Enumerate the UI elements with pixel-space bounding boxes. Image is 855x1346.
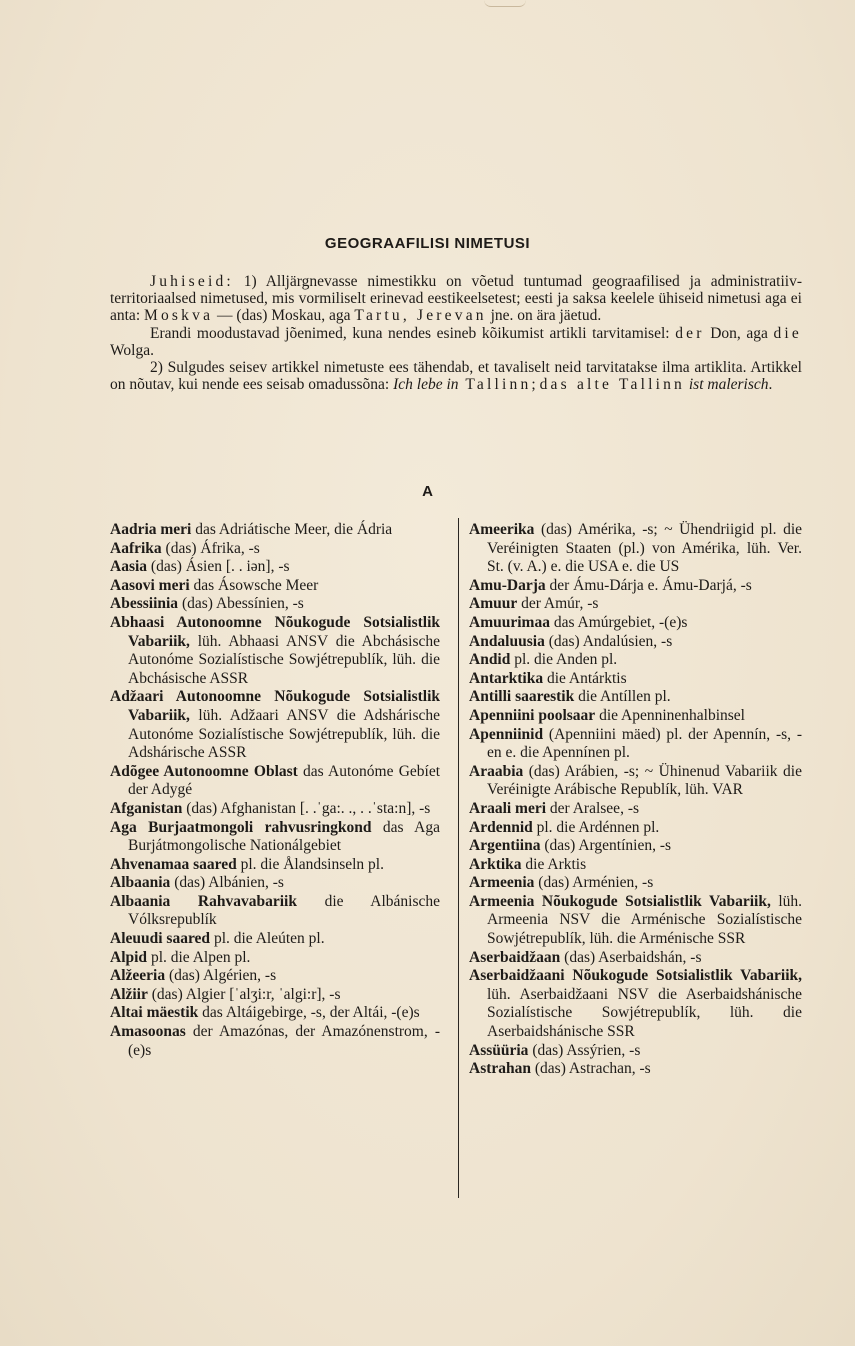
instructions-block (110, 273, 802, 393)
entry-headword: Ahvenamaa saared (110, 855, 237, 873)
dictionary-entry (469, 670, 802, 689)
entry-definition: (das) Amérika, -s; ~ Ühendriigid pl. die Veréinigten Staaten (pl.) von Amérika, lüh. Ver. St. (v. A.) e. die USA e. die US (487, 521, 802, 576)
entry-headword: Andaluusia (469, 632, 545, 650)
entry-headword: Alžiir (110, 985, 148, 1003)
entry-headword: Abhaasi Autonoomne Nõukogude Sotsialistlik Vabariik, (110, 613, 440, 650)
entry-definition: (das) Astrachan, -s (531, 1060, 651, 1078)
entry-headword: Amuurimaa (469, 613, 550, 631)
entry-definition: (das) Algérien, -s (165, 967, 277, 985)
entries-column-right (469, 521, 802, 1079)
entry-definition: lüh. Abhaasi ANSV die Abchásische Autonóme Sozialístische Sowjétrepublík, lüh. die Abchásische ASSR (128, 632, 440, 687)
dictionary-entry (469, 595, 802, 614)
entry-definition: pl. die Ålandsinseln pl. (236, 855, 384, 873)
entry-headword: Aserbaidžaani Nõukogude Sotsialistlik Vabariik, (469, 967, 802, 985)
entry-headword: Armeenia Nõukogude Sotsialistlik Vabariik, (469, 892, 771, 910)
entry-headword: Aasovi meri (110, 576, 190, 594)
entry-definition: (das) Albánien, -s (170, 874, 284, 892)
page-title: GEOGRAAFILISI NIMETUSI (324, 235, 531, 252)
entry-headword: Amasoonas (110, 1023, 186, 1041)
dictionary-entry (110, 949, 440, 968)
entry-headword: Assüüria (469, 1041, 529, 1059)
entry-definition: lüh. Adžaari ANSV die Adshárische Autonóme Sozialístische Sowjétrepublík, lüh. die Adshárische ASSR (128, 706, 440, 762)
dictionary-entry (469, 967, 802, 1041)
dictionary-entry (469, 874, 802, 893)
dictionary-entry (110, 688, 440, 762)
entry-headword: Amuur (469, 595, 518, 613)
dictionary-entry (110, 1023, 440, 1060)
dictionary-entry (469, 837, 802, 856)
entry-definition: (das) Ásien [. . iən], -s (147, 558, 290, 576)
entry-definition: (das) Arménien, -s (534, 874, 654, 892)
entry-definition: die Arktis (521, 855, 587, 873)
dictionary-entry (469, 651, 802, 670)
entry-definition: die Albánische Vólksrepublík (128, 892, 440, 929)
dictionary-entry (110, 540, 440, 559)
entry-headword: Antarktika (469, 669, 544, 687)
entry-definition: pl. die Anden pl. (510, 651, 618, 669)
entry-headword: Aleuudi saared (110, 930, 211, 948)
instructions-paragraph-1: Juhiseid: 1) Alljärgnevasse nimestikku on võetud tuntumad geograafilised ja administratiiv-territoriaalsed nimetused, mis vormiliselt erinevad eestikeelsetest; eesti ja saksa keelele ühiseid nimetusi aga ei anta: Moskva — (das) Moskau, aga Tartu, Jerevan jne. on ära jäetud. (110, 273, 802, 325)
entries-column-left (110, 521, 440, 1060)
dictionary-entry (110, 819, 440, 856)
instructions-paragraph-2: Erandi moodustavad jõenimed, kuna nendes esineb kõikumist artikli tarvitamisel: der Don, aga die Wolga. (110, 324, 803, 359)
entry-definition: die Apenninenhalbinsel (595, 706, 745, 724)
entry-headword: Amu-Darja (469, 576, 546, 594)
dictionary-entry (469, 521, 802, 577)
dictionary-entry (110, 521, 440, 540)
entry-definition: das Autonóme Gebíet der Adygé (128, 762, 441, 799)
dictionary-entry (469, 633, 802, 652)
entry-headword: Apenniinid (469, 725, 544, 743)
entry-headword: Ameerika (469, 521, 535, 538)
entry-definition: pl. die Aleúten pl. (210, 930, 325, 948)
dictionary-entry (110, 874, 440, 893)
entry-headword: Afganistan (110, 799, 183, 817)
entry-definition: (das) Argentínien, -s (540, 837, 672, 855)
entry-headword: Aafrika (110, 539, 162, 557)
section-letter: A (422, 483, 433, 500)
dictionary-entry (469, 949, 802, 968)
dictionary-entry (469, 856, 802, 875)
entry-headword: Araali meri (469, 799, 547, 817)
entry-definition: das Altáigebirge, -s, der Altái, -(e)s (198, 1004, 420, 1022)
instructions-label: Juhiseid: (150, 273, 234, 290)
entry-headword: Apenniini poolsaar (469, 706, 596, 724)
entry-definition: (das) Abessínien, -s (178, 595, 304, 613)
entry-headword: Adžaari Autonoomne Nõukogude Sotsialistlik Vabariik, (110, 688, 440, 724)
entry-definition: der Ámu-Dárja e. Ámu-Darjá, -s (545, 576, 752, 594)
entry-headword: Albaania (110, 874, 171, 892)
dictionary-entry (110, 967, 440, 986)
entry-definition: (das) Assýrien, -s (528, 1041, 641, 1059)
entry-headword: Armeenia (469, 874, 535, 892)
entry-headword: Albaania Rahvavabariik (110, 892, 297, 910)
entry-definition: das Adriátische Meer, die Ádria (191, 521, 393, 538)
dictionary-entry (469, 763, 802, 800)
dictionary-entry (469, 819, 802, 838)
column-divider (458, 518, 459, 1198)
dictionary-entry (110, 595, 440, 614)
dictionary-entry (469, 893, 802, 949)
entry-headword: Astrahan (469, 1060, 532, 1078)
dictionary-entry (469, 577, 802, 596)
entry-headword: Abessiinia (110, 595, 179, 613)
entry-definition: der Amúr, -s (517, 595, 599, 613)
dictionary-entry (110, 558, 440, 577)
dictionary-entry (110, 893, 440, 930)
entry-headword: Aga Burjaatmongoli rahvusringkond (110, 818, 372, 836)
entry-headword: Alpid (110, 948, 148, 966)
entry-definition: (Apenniini mäed) pl. der Apennín, -s, -en e. die Apennínen pl. (487, 725, 802, 762)
entry-definition: lüh. Aserbaidžaani NSV die Aserbaidshánische Sozialístische Sowjétrepublík, lüh. die Aserbaidshánische SSR (487, 985, 802, 1041)
entry-headword: Altai mäestik (110, 1004, 199, 1022)
entry-definition: lüh. Armeenia NSV die Arménische Sozialístische Sowjétrepublík, lüh. die Arménische SSR (487, 892, 802, 948)
dictionary-entry (110, 930, 440, 949)
entry-headword: Arktika (469, 855, 522, 873)
dictionary-entry (469, 614, 802, 633)
dictionary-entry (469, 800, 802, 819)
dictionary-entry (110, 763, 440, 800)
dictionary-entry (469, 688, 802, 707)
dictionary-entry (469, 1042, 802, 1061)
entry-definition: pl. die Ardénnen pl. (532, 818, 660, 836)
entry-definition: die Antárktis (543, 669, 627, 687)
entry-headword: Alžeeria (110, 967, 166, 985)
dictionary-entry (110, 614, 440, 688)
entry-definition: das Aga Burjátmongolische Nationálgebiet (128, 818, 440, 855)
entry-definition: pl. die Alpen pl. (147, 948, 251, 966)
entry-headword: Aasia (110, 558, 148, 576)
dictionary-entry (110, 856, 440, 875)
instructions-paragraph-3: 2) Sulgudes seisev artikkel nimetuste ees tähendab, et tavaliselt neid tarvitatakse ilma artiklita. Artikkel on nõutav, kui nende ees seisab omadussõna: Ich lebe in Tallinn; das alte Tallinn ist malerisch. (110, 359, 802, 394)
entry-definition: (das) Áfrika, -s (161, 539, 260, 557)
dictionary-entry (469, 1060, 802, 1079)
entry-headword: Adõgee Autonoomne Oblast (110, 762, 298, 780)
entry-headword: Aadria meri (110, 521, 192, 538)
entry-headword: Ardennid (469, 818, 533, 836)
entry-definition: der Aralsee, -s (546, 799, 640, 817)
dictionary-entry (469, 707, 802, 726)
entry-headword: Andid (469, 651, 511, 669)
dictionary-entry (469, 726, 802, 763)
entry-headword: Aserbaidžaan (469, 948, 561, 966)
dictionary-entry (110, 1004, 440, 1023)
entry-definition: das Ásowsche Meer (189, 576, 319, 594)
dictionary-entry (110, 800, 440, 819)
entry-definition: die Antíllen pl. (574, 688, 671, 706)
entry-definition: (das) Andalúsien, -s (544, 632, 673, 650)
entry-definition: (das) Algier [ˈalʒi:r, ˈalgi:r], -s (147, 985, 341, 1003)
entry-definition: das Amúrgebiet, -(e)s (549, 613, 688, 631)
dictionary-entry (110, 577, 440, 596)
entry-definition: der Amazónas, der Amazónenstrom, -(e)s (128, 1023, 440, 1059)
paper-tear-mark (484, 0, 526, 7)
entry-headword: Araabia (469, 762, 524, 780)
dictionary-entry (110, 986, 440, 1005)
entry-headword: Argentiina (469, 837, 541, 855)
entry-headword: Antilli saarestik (469, 688, 575, 706)
entry-definition: (das) Arábien, -s; ~ Ühinenud Vabariik die Veréinigte Arábische Republík, lüh. VAR (487, 762, 802, 799)
entry-definition: (das) Aserbaidshán, -s (560, 948, 702, 966)
entry-definition: (das) Afghanistan [. .ˈga:. ., . .ˈsta:n], -s (182, 799, 431, 817)
